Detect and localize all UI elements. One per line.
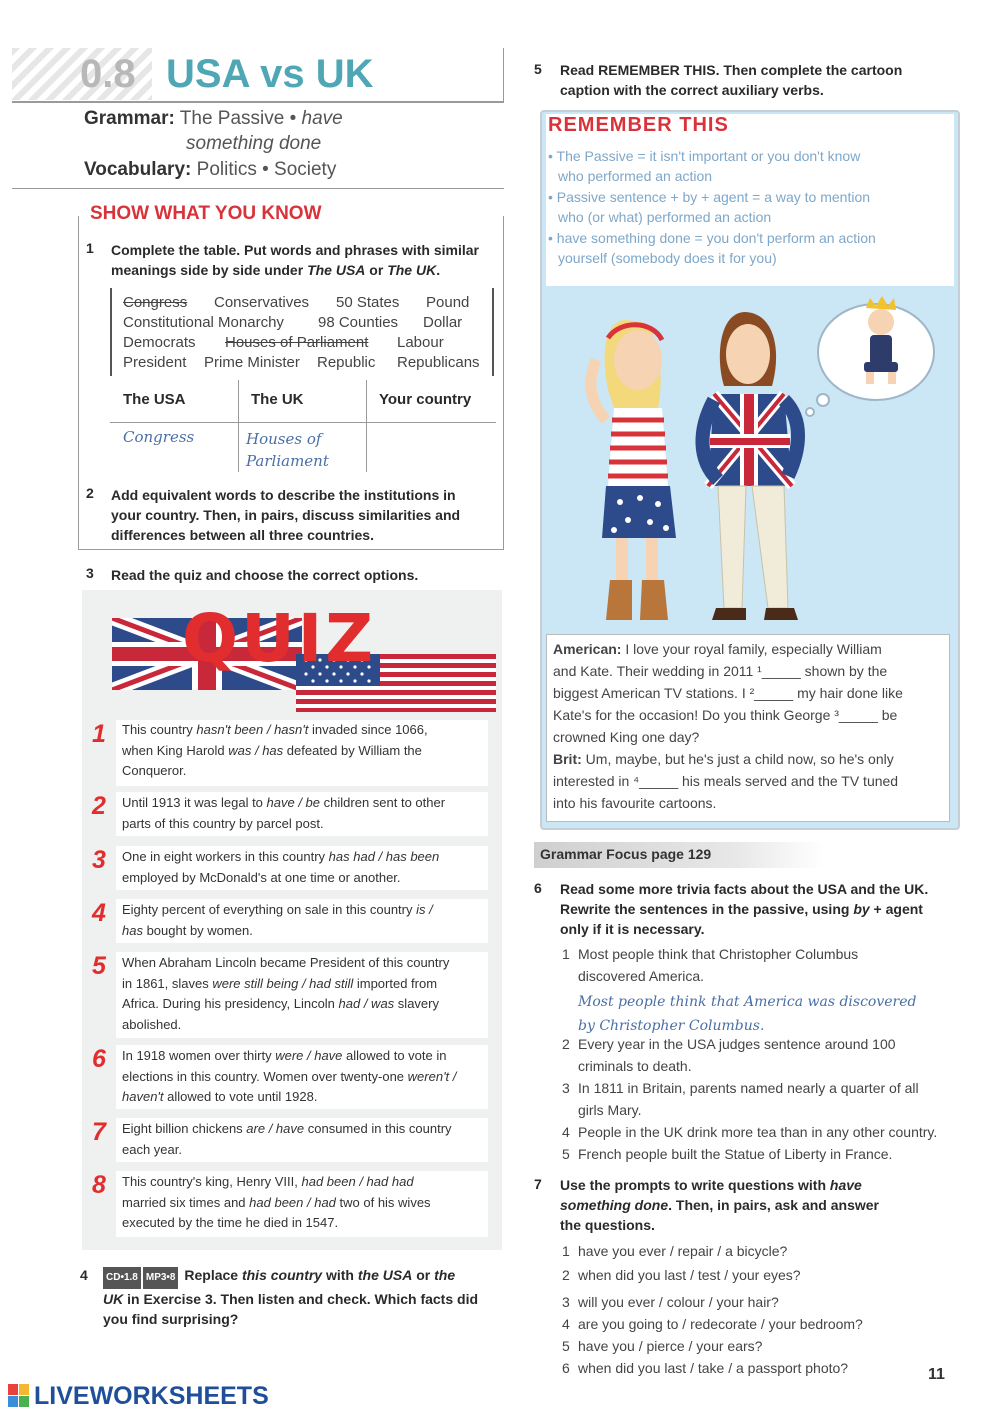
word-democrats: Democrats — [123, 334, 196, 351]
quiz-number-2: 2 — [92, 792, 106, 820]
caption-line-6: Brit: Um, maybe, but he's just a child now, so he's only — [553, 751, 894, 767]
table-col-divider-1 — [238, 380, 239, 472]
quiz-item-3[interactable]: One in eight workers in this country has had / has been employed by McDonald's at one time or another. — [122, 849, 440, 885]
header-rule — [12, 101, 504, 103]
exercise-1-line-1: Complete the table. Put words and phrases with similar — [111, 242, 479, 258]
quiz-number-3: 3 — [92, 846, 106, 874]
cartoon-illustration — [548, 290, 952, 630]
exercise-7-number-4: 4 — [562, 1316, 570, 1332]
exercise-1-line-2: meanings side by side under The USA or The UK. — [111, 262, 441, 278]
exercise-6-number-2: 2 — [562, 1036, 570, 1052]
exercise-4-instruction: CD•1.8 MP3•8 Replace this country with the USA or the UK in Exercise 3. Then listen and check. Which facts did you find surprising? — [103, 1267, 479, 1327]
exercise-5-instruction: Read REMEMBER THIS. Then complete the cartoon caption with the correct auxiliary verbs. — [560, 62, 903, 98]
remember-this-title: REMEMBER THIS — [548, 114, 729, 136]
quiz-number-5: 5 — [92, 952, 106, 980]
exercise-7-prompt-4: are you going to / redecorate / your bedroom? — [578, 1316, 863, 1332]
exercise-3-number: 3 — [86, 565, 94, 581]
quiz-number-8: 8 — [92, 1171, 106, 1199]
grammar-value: The Passive • — [179, 108, 302, 129]
exercise-7-prompt-1: have you ever / repair / a bicycle? — [578, 1243, 788, 1259]
show-what-you-know-title: SHOW WHAT YOU KNOW — [84, 203, 328, 225]
exercise-1-instruction — [111, 240, 479, 280]
grammar-rule — [12, 188, 504, 189]
exercise-4-number: 4 — [80, 1267, 88, 1283]
word-republicans: Republicans — [397, 354, 480, 371]
remember-rule-3a: • have something done = you don't perform an action — [548, 230, 876, 246]
exercise-7-number-1: 1 — [562, 1243, 570, 1259]
caption-line-5: crowned King one day? — [553, 729, 700, 745]
word-houses-of-parliament: Houses of Parliament — [225, 334, 369, 351]
caption-line-1: American: I love your royal family, especially William — [553, 641, 882, 657]
lesson-number: 0.8 — [80, 52, 136, 96]
exercise-6-item-2: Every year in the USA judges sentence around 100 criminals to death. — [578, 1036, 896, 1074]
exercise-7-instruction: Use the prompts to write questions with have something done. Then, in pairs, ask and answer the questions. — [560, 1177, 879, 1233]
exercise-7-prompt-2: when did you last / test / your eyes? — [578, 1267, 801, 1283]
table-header-usa: The USA — [123, 391, 186, 408]
word-98-counties: 98 Counties — [318, 314, 399, 331]
grammar-value-continued: something done — [186, 133, 322, 154]
exercise-7-prompt-3: will you ever / colour / your hair? — [578, 1294, 779, 1310]
grammar-focus-link[interactable]: Grammar Focus page 129 — [540, 846, 712, 862]
quiz-item-4[interactable]: Eighty percent of everything on sale in this country is / has bought by women. — [122, 902, 433, 938]
exercise-6-item-3: In 1811 in Britain, parents named nearly a quarter of all girls Mary. — [578, 1080, 919, 1118]
exercise-5-number: 5 — [534, 61, 542, 77]
quiz-item-2[interactable]: Until 1913 it was legal to have / be children sent to other parts of this country by parcel post. — [122, 795, 446, 831]
exercise-7-number: 7 — [534, 1176, 542, 1192]
exercise-7-number-3: 3 — [562, 1294, 570, 1310]
exercise-6-item-5: French people built the Statue of Liberty in France. — [578, 1146, 893, 1162]
table-rule — [110, 422, 496, 423]
quiz-number-4: 4 — [92, 899, 106, 927]
word-republic: Republic — [317, 354, 376, 371]
exercise-7-number-5: 5 — [562, 1338, 570, 1354]
quiz-item-1[interactable]: This country hasn't been / hasn't invaded since 1066, when King Harold was / has defeated by William the Conqueror. — [122, 722, 428, 778]
exercise-7-prompt-5: have you / pierce / your ears? — [578, 1338, 763, 1354]
grammar-label: Grammar: — [84, 108, 175, 129]
word-pound: Pound — [426, 294, 470, 311]
exercise-6-number-1: 1 — [562, 946, 570, 962]
exercise-6-item-4: People in the UK drink more tea than in any other country. — [578, 1124, 938, 1140]
mp3-badge[interactable]: MP3•8 — [143, 1267, 179, 1289]
word-dollar: Dollar — [423, 314, 463, 331]
remember-rule-1a: • The Passive = it isn't important or you don't know — [548, 148, 861, 164]
word-labour: Labour — [397, 334, 444, 351]
exercise-6-instruction: Read some more trivia facts about the USA and the UK. Rewrite the sentences in the passive, using by + agent only if it is necessary. — [560, 881, 929, 937]
page-number: 11 — [928, 1366, 945, 1383]
word-congress: Congress — [123, 294, 188, 311]
word-50-states: 50 States — [336, 294, 400, 311]
exercise-7-prompt-6: when did you last / take / a passport photo? — [578, 1360, 849, 1376]
remember-rule-2a: • Passive sentence + by + agent = a way to mention — [548, 189, 871, 205]
vocabulary-label: Vocabulary: — [84, 159, 192, 180]
grammar-line — [84, 108, 343, 130]
table-header-uk: The UK — [251, 391, 304, 408]
exercise-7-number-6: 6 — [562, 1360, 570, 1376]
american-girl-icon — [591, 320, 676, 620]
remember-rule-1b: who performed an action — [558, 168, 713, 184]
table-answer-usa[interactable]: Congress — [123, 428, 195, 446]
exercise-6-number-3: 3 — [562, 1080, 570, 1096]
remember-rule-3b: yourself (somebody does it for you) — [558, 250, 777, 266]
caption-line-7[interactable]: interested in ⁴_____ his meals served and the TV tuned — [553, 773, 899, 789]
quiz-number-6: 6 — [92, 1045, 106, 1073]
lesson-title: USA vs UK — [166, 52, 374, 96]
vocabulary-value: Politics • Society — [196, 159, 337, 180]
word-constitutional-monarchy: Constitutional Monarchy — [123, 314, 284, 331]
vocabulary-line — [84, 159, 336, 181]
thought-bubble-icon — [806, 296, 934, 416]
exercise-3-instruction: Read the quiz and choose the correct options. — [111, 567, 419, 583]
word-president: President — [123, 354, 187, 371]
exercise-6-number: 6 — [534, 880, 542, 896]
quiz-item-8[interactable]: This country's king, Henry VIII, had been / had had married six times and had been / had two of his wives executed by the time he died in 1547. — [122, 1174, 431, 1230]
table-answer-uk[interactable]: Houses of Parliament — [246, 430, 329, 470]
word-prime-minister: Prime Minister — [204, 354, 300, 371]
grammar-value-italic: have — [301, 108, 343, 129]
cd-badge[interactable]: CD•1.8 — [103, 1267, 141, 1289]
quiz-item-5[interactable]: When Abraham Lincoln became President of this country in 1861, slaves were still being / had still imported from Africa. During his presidency, Lincoln had / was slavery abolished. — [122, 955, 450, 1032]
liveworksheets-logo-icon — [8, 1384, 30, 1408]
quiz-number-1: 1 — [92, 720, 106, 748]
liveworksheets-logo-text[interactable]: LIVEWORKSHEETS — [34, 1382, 269, 1410]
quiz-item-7[interactable]: Eight billion chickens are / have consumed in this country each year. — [122, 1121, 452, 1157]
caption-line-2[interactable]: and Kate. Their wedding in 2011 ¹_____ shown by the — [553, 663, 888, 679]
exercise-6-answer-1[interactable]: Most people think that America was discovered by Christopher Columbus. — [578, 994, 917, 1034]
quiz-item-6[interactable]: In 1918 women over thirty were / have allowed to vote in elections in this country. Women over twenty-one weren't / haven't allowed to vote until 1928. — [122, 1048, 457, 1104]
exercise-2-number: 2 — [86, 485, 94, 501]
caption-line-8: into his favourite cartoons. — [553, 795, 717, 811]
exercise-6-number-4: 4 — [562, 1124, 570, 1140]
remember-rule-2b: who (or what) performed an action — [558, 209, 772, 225]
british-guy-icon — [702, 312, 798, 620]
header-divider — [503, 48, 504, 102]
table-col-divider-2 — [366, 380, 367, 472]
exercise-6-item-1: Most people think that Christopher Columbus discovered America. — [578, 946, 859, 984]
quiz-number-7: 7 — [92, 1118, 106, 1146]
caption-line-4[interactable]: Kate's for the occasion! Do you think George ³_____ be — [553, 707, 898, 723]
exercise-1-number: 1 — [86, 240, 94, 256]
exercise-6-number-5: 5 — [562, 1146, 570, 1162]
exercise-2-instruction: Add equivalent words to describe the institutions in your country. Then, in pairs, discuss similarities and differences between all three countries. — [111, 487, 461, 543]
table-header-your-country: Your country — [379, 391, 472, 408]
quiz-title: QUIZ — [182, 600, 377, 677]
caption-line-3[interactable]: biggest American TV stations. I ²_____ my hair done like — [553, 685, 903, 701]
exercise-7-number-2: 2 — [562, 1267, 570, 1283]
word-conservatives: Conservatives — [214, 294, 310, 311]
